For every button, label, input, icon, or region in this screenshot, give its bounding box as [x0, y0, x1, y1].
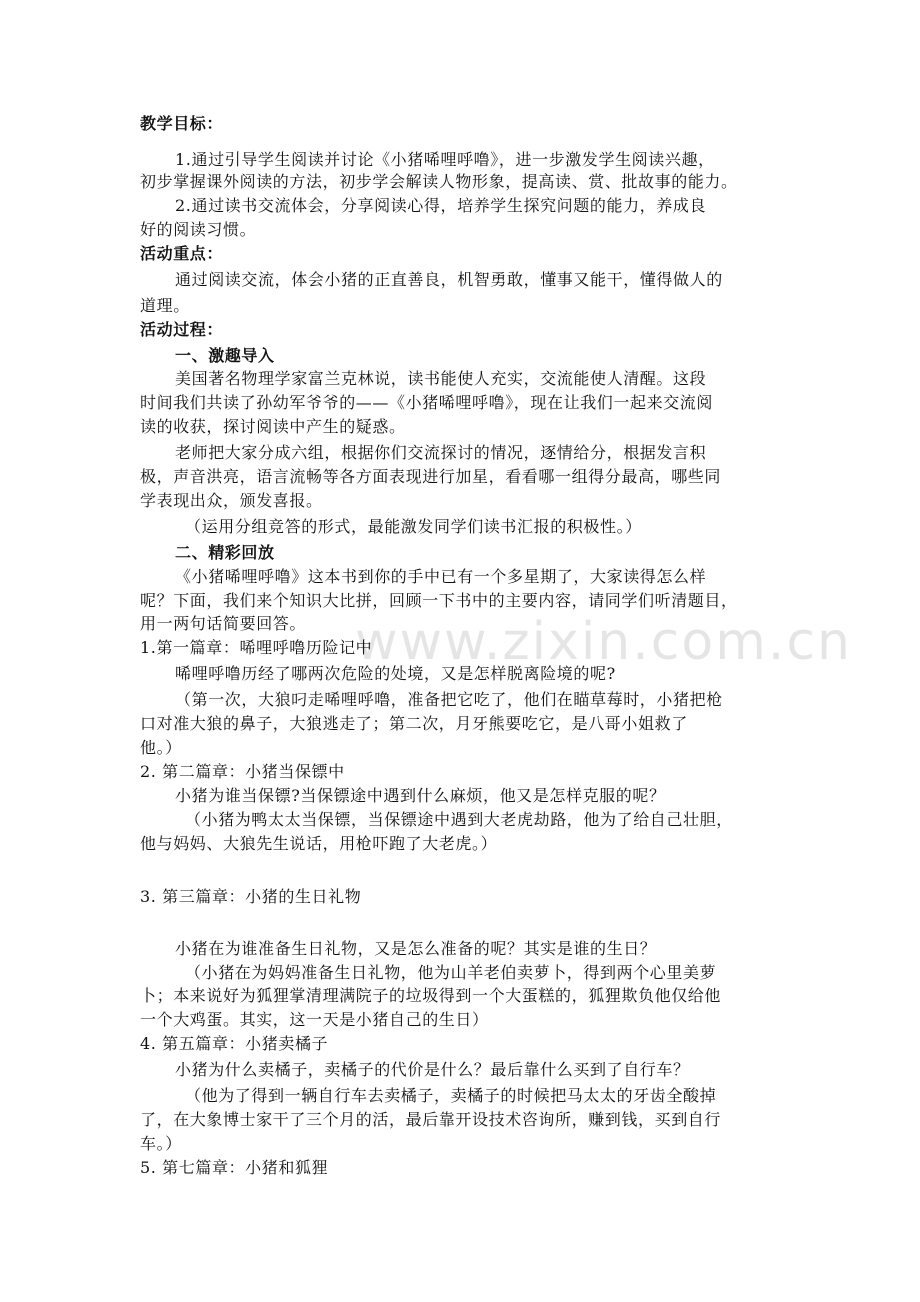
paragraph-line: 口对准大狼的鼻子，大狼逃走了；第二次，月牙熊要吃它，是八哥小姐救了	[140, 714, 688, 733]
paragraph-line: 他与妈妈、大狼先生说话，用枪吓跑了大老虎。）	[140, 834, 498, 853]
paragraph-line: 卜；本来说好为狐狸掌清理满院子的垃圾得到一个大蛋糕的，狐狸欺负他仅给他	[140, 986, 722, 1005]
paragraph-line: 呢？下面，我们来个知识大比拼，回顾一下书中的主要内容，请同学们听清题目，	[140, 591, 738, 610]
paragraph-line: 4. 第五篇章：小猪卖橘子	[140, 1034, 329, 1053]
paragraph-line: 好的阅读习惯。	[140, 220, 257, 239]
paragraph-line: 2. 第二篇章：小猪当保镖中	[140, 762, 345, 781]
paragraph-line: 用一两句话简要回答。	[140, 614, 307, 633]
section-heading: 活动重点：	[140, 244, 224, 263]
paragraph-line: 1.第一篇章：唏哩呼噜历险记中	[140, 638, 373, 657]
paragraph-line: （小猪为鸭太太当保镖，当保镖途中遇到大老虎劫路，他为了给自己壮胆，	[185, 810, 733, 829]
paragraph-line: 1.通过引导学生阅读并讨论《小猪唏哩呼噜》，进一步激发学生阅读兴趣，	[175, 150, 715, 169]
section-heading: 活动过程：	[140, 320, 224, 339]
section-heading: 教学目标：	[140, 114, 224, 133]
paragraph-line: 道理。	[140, 296, 190, 315]
paragraph-line: 读的收获，探讨阅读中产生的疑惑。	[140, 417, 406, 436]
paragraph-line: 时间我们共读了孙幼军爷爷的——《小猪唏哩呼噜》，现在让我们一起来交流阅	[140, 393, 714, 412]
paragraph-line: 一个大鸡蛋。其实，这一天是小猪自己的生日）	[140, 1010, 489, 1029]
paragraph-line: 学表现出众，颁发喜报。	[140, 491, 323, 510]
paragraph-line: 车。）	[140, 1134, 182, 1153]
watermark: www.zixin.com.cn	[355, 612, 852, 672]
section-heading: 二、精彩回放	[175, 543, 275, 562]
paragraph-line: （第一次，大狼叼走唏哩呼噜，准备把它吃了，他们在瞄草莓时，小猪把枪	[175, 690, 723, 709]
paragraph-line: 他。）	[140, 738, 182, 757]
paragraph-line: 初步掌握课外阅读的方法，初步学会解读人物形象，提高读、赏、批故事的能力。	[140, 172, 738, 191]
paragraph-line: 通过阅读交流，体会小猪的正直善良，机智勇敢，懂事又能干，懂得做人的	[175, 270, 723, 289]
paragraph-line: 5. 第七篇章：小猪和狐狸	[140, 1158, 329, 1177]
section-heading: 一、激趣导入	[175, 346, 275, 365]
paragraph-line: 唏哩呼噜历经了哪两次危险的处境，又是怎样脱离险境的呢?	[175, 664, 616, 683]
paragraph-line: 美国著名物理学家富兰克林说，读书能使人充实，交流能使人清醒。这段	[175, 369, 707, 388]
paragraph-line: 极，声音洪亮，语言流畅等各方面表现进行加星，看看哪一组得分最高，哪些同	[140, 467, 722, 486]
paragraph-line: 小猪为什么卖橘子，卖橘子的代价是什么？最后靠什么买到了自行车？	[175, 1060, 690, 1079]
paragraph-line: 小猪为谁当保镖?当保镖途中遇到什么麻烦，他又是怎样克服的呢？	[175, 786, 666, 805]
paragraph-line: 《小猪唏哩呼噜》这本书到你的手中已有一个多星期了，大家读得怎么样	[175, 567, 707, 586]
paragraph-line: 3. 第三篇章：小猪的生日礼物	[140, 887, 362, 906]
paragraph-line: 老师把大家分成六组，根据你们交流探讨的情况，逐情给分，根据发言积	[175, 443, 707, 462]
paragraph-line: （他为了得到一辆自行车去卖橘子，卖橘子的时候把马太太的牙齿全酸掉	[185, 1086, 717, 1105]
paragraph-line: 小猪在为谁准备生日礼物，又是怎么准备的呢？其实是谁的生日？	[175, 939, 657, 958]
paragraph-line: 了，在大象博士家干了三个月的活，最后靠开设技术咨询所，赚到钱，买到自行	[140, 1110, 722, 1129]
paragraph-line: （运用分组竞答的形式，最能激发同学们读书汇报的积极性。）	[185, 517, 642, 536]
paragraph-line: （小猪在为妈妈准备生日礼物，他为山羊老伯卖萝卜，得到两个心里美萝	[185, 963, 717, 982]
paragraph-line: 2.通过读书交流体会，分享阅读心得，培养学生探究问题的能力，养成良	[175, 196, 707, 215]
